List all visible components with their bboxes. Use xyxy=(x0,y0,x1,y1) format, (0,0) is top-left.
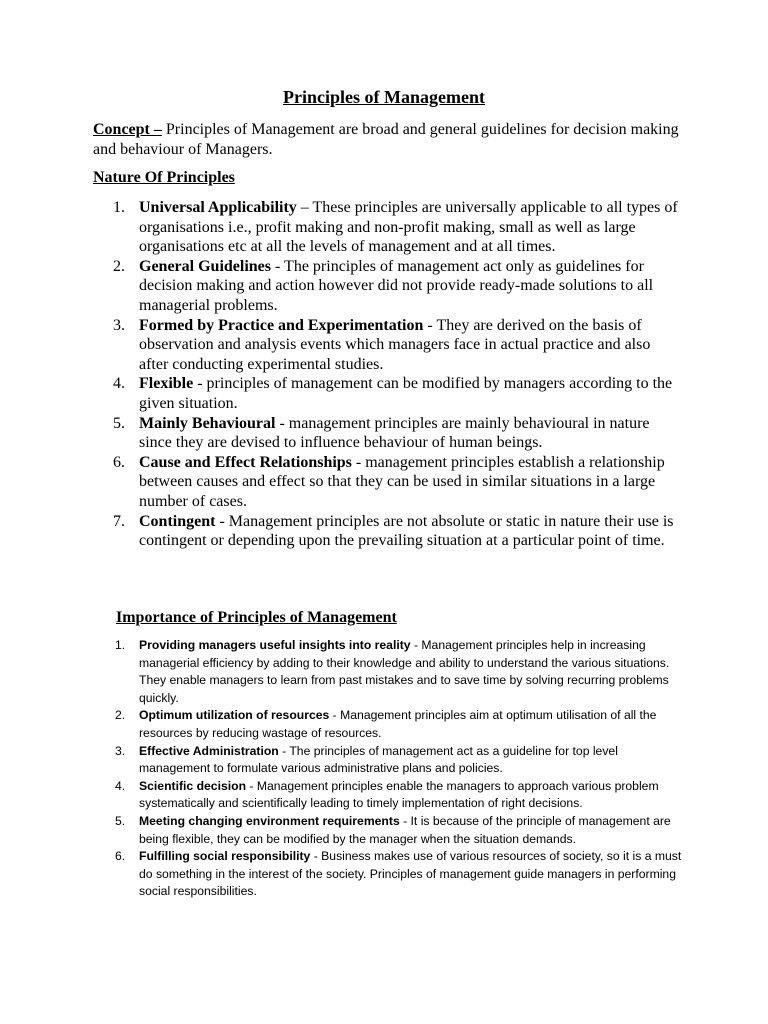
list-number: 5. xyxy=(115,813,126,828)
list-item xyxy=(93,453,683,512)
list-item xyxy=(93,813,683,848)
list-number: 4. xyxy=(113,375,125,393)
list-term: Cause and Effect Relationships xyxy=(139,453,352,471)
list-term: Formed by Practice and Experimentation xyxy=(139,316,424,334)
list-term: General Guidelines xyxy=(139,257,271,275)
importance-list xyxy=(93,637,683,901)
list-item xyxy=(93,414,683,453)
list-text: - Management principles aim at optimum utilisation of all the resources by reducing wastage of resources. xyxy=(139,708,657,740)
list-item xyxy=(93,778,683,813)
list-number: 3. xyxy=(113,316,125,334)
list-text: - Management principles help in increasing managerial efficiency by adding to their knowledge and ability to understand the various situations. They enable managers to learn from past mistakes and to save time by solving recurring problems quickly. xyxy=(139,638,670,705)
list-term: Scientific decision xyxy=(139,778,247,793)
concept-paragraph xyxy=(93,120,683,159)
list-item xyxy=(93,374,683,413)
list-term: Mainly Behavioural xyxy=(139,414,276,432)
page-title: Principles of Management xyxy=(283,87,485,107)
list-number: 3. xyxy=(115,743,126,758)
list-number: 1. xyxy=(113,199,125,216)
list-term: Providing managers useful insights into reality xyxy=(139,638,411,652)
list-text: – These principles are universally applicable to all types of organisations i.e., profit making and non-profit making, small as well as large organisations etc at all the levels of management and at all times. xyxy=(139,199,678,256)
list-text: - Management principles enable the managers to approach various problem systematically and scientifically leading to timely implementation of right decisions. xyxy=(139,778,659,811)
importance-heading: Importance of Principles of Management xyxy=(116,609,397,626)
list-text: - management principles are mainly behavioural in nature since they are devised to influence behaviour of human beings. xyxy=(139,414,650,452)
concept-label: Concept – xyxy=(93,121,162,138)
list-text: - management principles establish a relationship between causes and effect so that they can be used in similar situations in a large number of cases. xyxy=(139,453,665,510)
list-number: 1. xyxy=(115,638,126,652)
list-text: - They are derived on the basis of observation and analysis events which managers face in actual practice and also after conducting experimental studies. xyxy=(139,316,651,373)
list-item xyxy=(93,316,683,375)
nature-heading: Nature Of Principles xyxy=(93,169,235,186)
list-item xyxy=(93,198,683,257)
list-item xyxy=(93,707,683,742)
list-term: Effective Administration xyxy=(139,743,279,758)
list-number: 6. xyxy=(113,453,125,471)
list-text: - principles of management can be modified by managers according to the given situation. xyxy=(139,375,673,412)
list-term: Optimum utilization of resources xyxy=(139,708,330,723)
list-number: 2. xyxy=(115,708,126,723)
list-term: Fulfilling social responsibility xyxy=(139,849,311,864)
list-term: Universal Applicability xyxy=(139,199,297,216)
list-text: - The principles of management act only as guidelines for decision making and action however did not provide ready-made solutions to all managerial problems. xyxy=(139,257,654,314)
list-text: - It is because of the principle of management are being flexible, they can be modified by the manager when the situation demands. xyxy=(139,813,671,846)
list-number: 5. xyxy=(113,414,125,432)
list-number: 7. xyxy=(113,512,125,530)
list-text: - Business makes use of various resources of society, so it is a must do something in the interest of the society. Principles of management guide managers in performing social responsibilities. xyxy=(139,849,682,899)
concept-text: Principles of Management are broad and general guidelines for decision making and behaviour of Managers. xyxy=(93,121,679,158)
list-item xyxy=(93,637,683,707)
list-item xyxy=(93,848,683,901)
list-number: 4. xyxy=(115,778,126,793)
list-number: 6. xyxy=(115,849,126,864)
list-term: Flexible xyxy=(139,375,194,393)
nature-list xyxy=(93,198,683,551)
list-item xyxy=(93,512,683,551)
list-item xyxy=(93,743,683,778)
list-item xyxy=(93,257,683,316)
list-number: 2. xyxy=(113,257,125,275)
list-term: Meeting changing environment requirements xyxy=(139,813,400,828)
list-term: Contingent xyxy=(139,512,216,530)
list-text: - The principles of management act as a guideline for top level management to formulate various administrative plans and policies. xyxy=(139,743,618,776)
list-text: - Management principles are not absolute or static in nature their use is contingent or depending upon the prevailing situation at a particular point of time. xyxy=(139,512,674,550)
